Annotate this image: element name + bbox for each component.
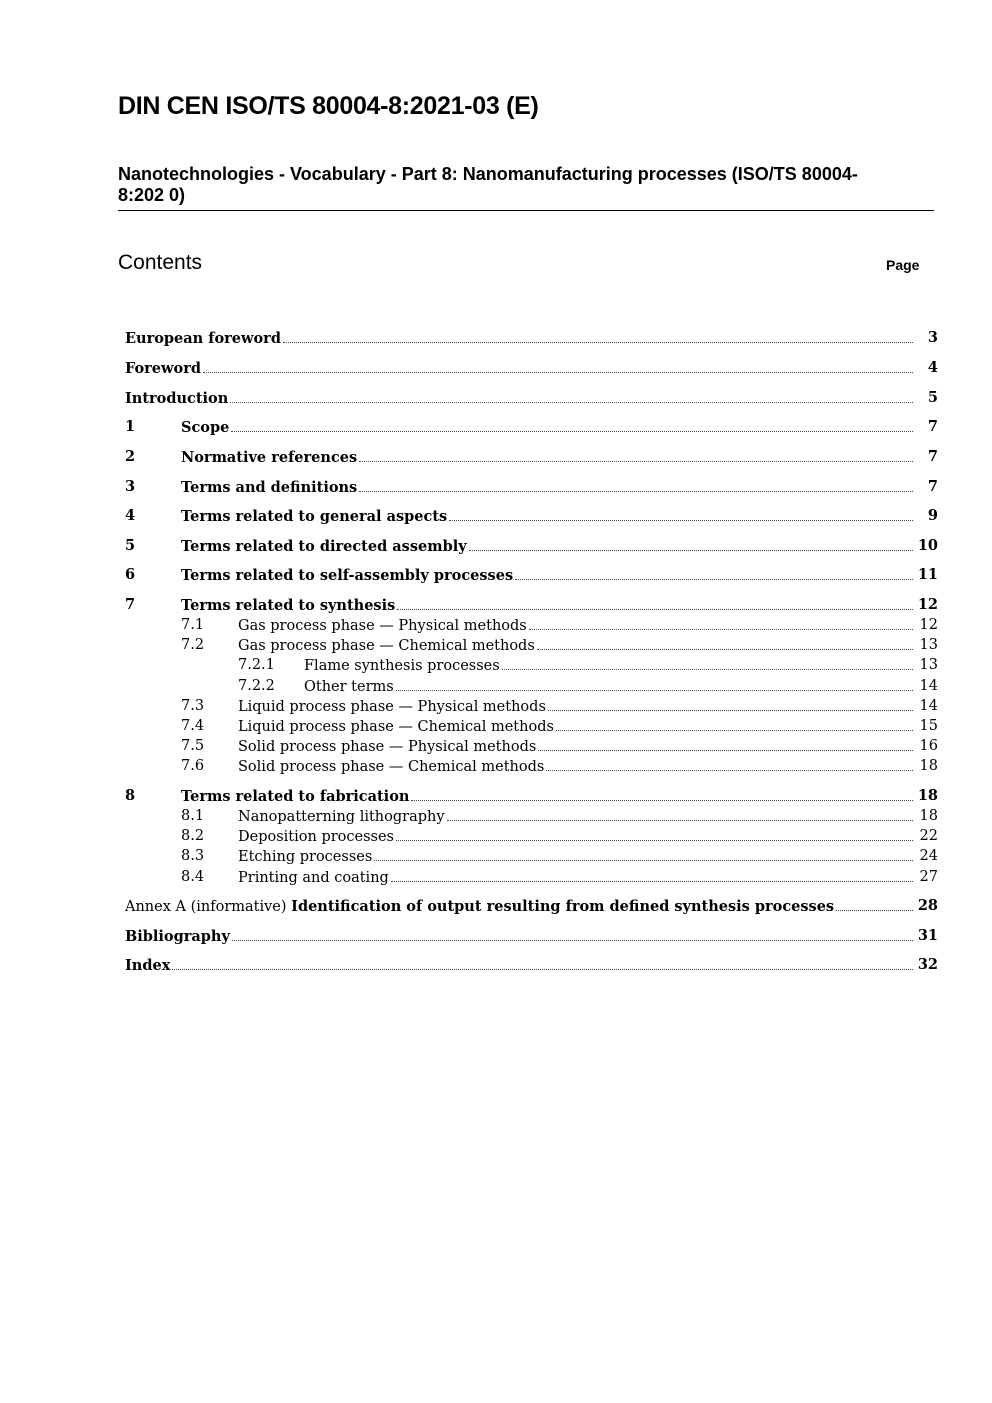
toc-entry-8[interactable] — [125, 786, 938, 806]
toc-title: Bibliography — [125, 928, 230, 945]
toc-number: 4 — [125, 507, 136, 524]
toc-title: Solid process phase — Physical methods — [238, 739, 537, 755]
page-column-label: Page — [886, 257, 920, 273]
toc-number: 3 — [125, 478, 136, 495]
leader-dots — [529, 615, 913, 630]
toc-entry-1[interactable] — [125, 417, 938, 437]
toc-title: Identification of output resulting from defined synthesis processes — [291, 898, 835, 915]
leader-dots — [469, 536, 913, 551]
toc-entry-7[interactable] — [125, 595, 938, 615]
leader-dots — [548, 696, 913, 711]
toc-number: 8.4 — [181, 869, 205, 885]
toc-title: Liquid process phase — Chemical methods — [238, 719, 554, 735]
toc-page-number: 22 — [919, 828, 938, 844]
toc-entry-8-4[interactable] — [125, 867, 938, 887]
toc-page-number: 14 — [919, 698, 938, 714]
toc-entry-european-foreword[interactable] — [125, 328, 938, 348]
leader-dots — [546, 756, 913, 771]
toc-number: 1 — [125, 418, 136, 435]
toc-title: Terms related to self-assembly processes — [181, 567, 514, 584]
toc-page-number: 18 — [919, 808, 938, 824]
toc-title: European foreword — [125, 330, 281, 347]
leader-dots — [556, 716, 913, 731]
leader-dots — [396, 676, 913, 691]
toc-title: Normative references — [181, 449, 358, 466]
leader-dots — [374, 846, 913, 861]
toc-number: 7.6 — [181, 758, 205, 774]
toc-number: 8 — [125, 787, 136, 804]
leader-dots — [232, 926, 913, 941]
leader-dots — [411, 786, 913, 801]
toc-page-number: 16 — [919, 738, 938, 754]
leader-dots — [203, 358, 913, 373]
toc-title: Nanopatterning lithography — [238, 809, 445, 825]
toc-page-number: 14 — [919, 678, 938, 694]
toc-title: Etching processes — [238, 849, 373, 865]
toc-page-number: 13 — [919, 657, 938, 673]
toc-number: 7.3 — [181, 698, 205, 714]
toc-page-number: 5 — [927, 389, 938, 406]
toc-title: Liquid process phase — Physical methods — [238, 699, 546, 715]
toc-title: Flame synthesis processes — [304, 658, 500, 674]
toc-number: 7.2 — [181, 637, 205, 653]
toc-entry-5[interactable] — [125, 536, 938, 556]
toc-title: Deposition processes — [238, 829, 394, 845]
toc-entry-bibliography[interactable] — [125, 926, 938, 946]
toc-entry-index[interactable] — [125, 955, 938, 975]
toc-page-number: 7 — [927, 448, 938, 465]
toc-entry-7-4[interactable] — [125, 716, 938, 736]
leader-dots — [359, 477, 913, 492]
toc-page-number: 3 — [927, 329, 938, 346]
toc-entry-7-3[interactable] — [125, 696, 938, 716]
toc-title: Other terms — [304, 679, 394, 695]
toc-entry-foreword[interactable] — [125, 358, 938, 378]
toc-title: Index — [125, 957, 171, 974]
toc-page-number: 27 — [919, 869, 938, 885]
toc-number: 8.2 — [181, 828, 205, 844]
toc-title: Terms and definitions — [181, 479, 358, 496]
toc-entry-6[interactable] — [125, 565, 938, 585]
toc-title: Solid process phase — Chemical methods — [238, 759, 545, 775]
toc-entry-7-2-1[interactable] — [125, 655, 938, 675]
toc-page-number: 11 — [917, 566, 938, 583]
annex-prefix: Annex A (informative) — [125, 899, 292, 915]
toc-entry-7-6[interactable] — [125, 756, 938, 776]
document-subtitle: Nanotechnologies - Vocabulary - Part 8: Nanomanufacturing processes (ISO/TS 80004-8:202 0) — [118, 164, 858, 205]
toc-page-number: 15 — [919, 718, 938, 734]
toc-page-number: 32 — [917, 956, 938, 973]
toc-entry-8-2[interactable] — [125, 826, 938, 846]
toc-page-number: 31 — [917, 927, 938, 944]
toc-entry-4[interactable] — [125, 506, 938, 526]
toc-page-number: 7 — [927, 418, 938, 435]
toc-page-number: 10 — [917, 537, 938, 554]
toc-number: 5 — [125, 537, 136, 554]
toc-page-number: 13 — [919, 637, 938, 653]
toc-entry-7-5[interactable] — [125, 736, 938, 756]
document-id: DIN CEN ISO/TS 80004-8:2021-03 (E) — [118, 92, 539, 120]
toc-title: Scope — [181, 419, 230, 436]
toc-number: 8.3 — [181, 848, 205, 864]
leader-dots — [391, 867, 913, 882]
toc-title: Gas process phase — Physical methods — [238, 618, 527, 634]
leader-dots — [836, 896, 913, 911]
leader-dots — [397, 595, 913, 610]
toc-number: 7.5 — [181, 738, 205, 754]
toc-page-number: 18 — [919, 758, 938, 774]
leader-dots — [230, 388, 913, 403]
toc-entry-8-3[interactable] — [125, 846, 938, 866]
leader-dots — [515, 565, 913, 580]
toc-title: Terms related to general aspects — [181, 508, 448, 525]
toc-title: Gas process phase — Chemical methods — [238, 638, 535, 654]
toc-number: 6 — [125, 566, 136, 583]
leader-dots — [396, 826, 913, 841]
toc-entry-7-2-2[interactable] — [125, 676, 938, 696]
toc-page-number: 4 — [927, 359, 938, 376]
leader-dots — [502, 655, 913, 670]
toc-page-number: 28 — [917, 897, 938, 914]
leader-dots — [359, 447, 913, 462]
leader-dots — [231, 417, 913, 432]
leader-dots — [537, 635, 913, 650]
leader-dots — [449, 506, 913, 521]
toc-entry-annex-a[interactable] — [125, 896, 938, 916]
toc-page-number: 7 — [927, 478, 938, 495]
toc-entry-introduction[interactable] — [125, 388, 938, 408]
toc-number: 7.1 — [181, 617, 205, 633]
header-divider — [118, 210, 934, 211]
leader-dots — [447, 806, 913, 821]
toc-entry-7-2[interactable] — [125, 635, 938, 655]
toc-number: 2 — [125, 448, 136, 465]
leader-dots — [172, 955, 913, 970]
toc-title: Printing and coating — [238, 870, 389, 886]
toc-entry-8-1[interactable] — [125, 806, 938, 826]
toc-number: 7 — [125, 596, 136, 613]
toc-title: Terms related to directed assembly — [181, 538, 467, 555]
leader-dots — [283, 328, 913, 343]
toc-number: 8.1 — [181, 808, 205, 824]
toc-title: Foreword — [125, 360, 201, 377]
toc-number: 7.2.1 — [238, 657, 275, 673]
toc-entry-7-1[interactable] — [125, 615, 938, 635]
contents-heading: Contents — [118, 251, 203, 274]
toc-number: 7.2.2 — [238, 678, 275, 694]
toc-page-number: 9 — [927, 507, 938, 524]
toc-page-number: 24 — [919, 848, 938, 864]
toc-page-number: 18 — [917, 787, 938, 804]
toc-entry-2[interactable] — [125, 447, 938, 467]
toc-title: Terms related to fabrication — [181, 788, 410, 805]
leader-dots — [538, 736, 913, 751]
toc-page-number: 12 — [919, 617, 938, 633]
toc-title: Introduction — [125, 390, 229, 407]
toc-title: Terms related to synthesis — [181, 597, 396, 614]
toc-page-number: 12 — [917, 596, 938, 613]
toc-entry-3[interactable] — [125, 477, 938, 497]
toc-number: 7.4 — [181, 718, 205, 734]
